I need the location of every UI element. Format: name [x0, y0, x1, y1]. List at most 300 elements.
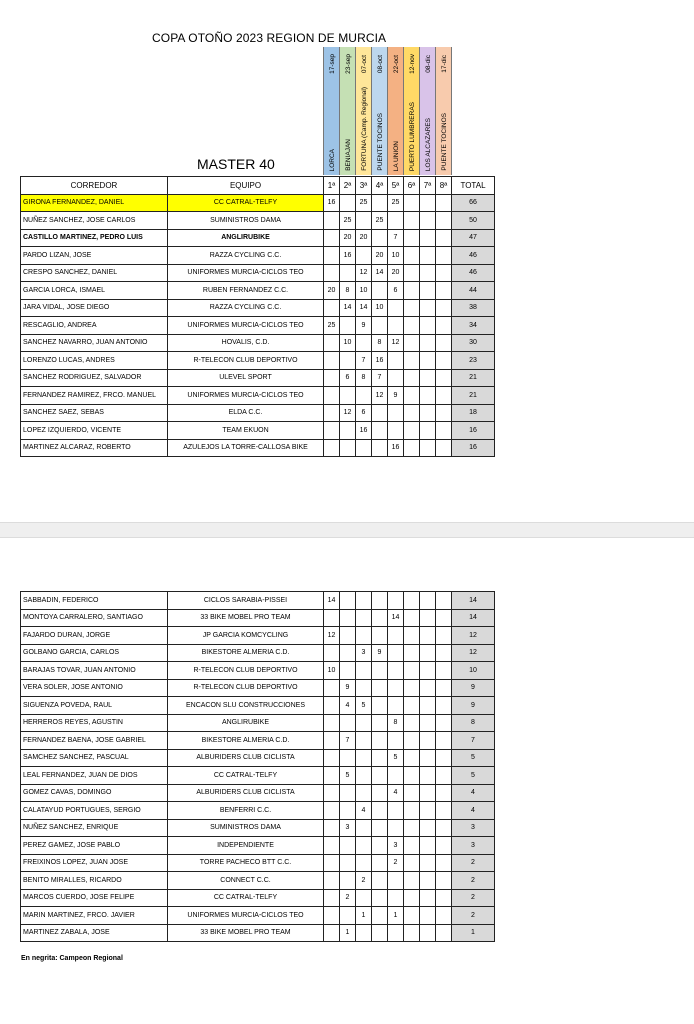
race-2-points — [340, 749, 356, 767]
rider-team: INDEPENDIENTE — [168, 837, 324, 855]
total-header: TOTAL — [452, 177, 495, 195]
race-7-points — [420, 854, 436, 872]
rider-team: SUMINISTROS DAMA — [168, 212, 324, 230]
race-5-points — [388, 662, 404, 680]
rider-team: BIKESTORE ALMERIA C.D. — [168, 644, 324, 662]
race-4-points — [372, 194, 388, 212]
race-5-points: 14 — [388, 609, 404, 627]
race-date-label: 17-dic — [440, 55, 448, 73]
race-4-points — [372, 767, 388, 785]
race-1-points — [324, 404, 340, 422]
race-7-points — [420, 924, 436, 942]
total-points: 2 — [452, 854, 495, 872]
rider-team: CC CATRAL-TELFY — [168, 194, 324, 212]
race-8-points — [436, 194, 452, 212]
race-7-points — [420, 749, 436, 767]
rider-row — [21, 387, 495, 405]
race-7-points — [420, 299, 436, 317]
race-7-points — [420, 334, 436, 352]
race-column-header-8 — [435, 47, 451, 175]
rider-row — [21, 784, 495, 802]
race-6-points — [404, 282, 420, 300]
race-venue-label: LA UNION — [392, 140, 400, 171]
total-points: 9 — [452, 697, 495, 715]
race-6-points — [404, 352, 420, 370]
race-3-points — [356, 732, 372, 750]
race-1-points: 25 — [324, 317, 340, 335]
rider-name: LORENZO LUCAS, ANDRES — [21, 352, 168, 370]
rider-team: UNIFORMES MURCIA-CICLOS TEO — [168, 387, 324, 405]
race-7-points — [420, 679, 436, 697]
race-1-points — [324, 907, 340, 925]
rider-team: BIKESTORE ALMERIA C.D. — [168, 732, 324, 750]
race-6-points — [404, 299, 420, 317]
total-points: 16 — [452, 439, 495, 457]
race-6-header: 6ª — [404, 177, 420, 195]
race-4-points — [372, 802, 388, 820]
race-8-points — [436, 627, 452, 645]
race-2-points: 12 — [340, 404, 356, 422]
race-venue — [356, 81, 372, 175]
race-4-points — [372, 422, 388, 440]
race-2-points — [340, 264, 356, 282]
rider-name: CRESPO SANCHEZ, DANIEL — [21, 264, 168, 282]
race-venue — [324, 81, 340, 175]
race-8-points — [436, 352, 452, 370]
race-1-points — [324, 439, 340, 457]
race-2-points — [340, 854, 356, 872]
race-2-points: 20 — [340, 229, 356, 247]
race-2-points: 5 — [340, 767, 356, 785]
rider-team: RUBEN FERNANDEZ C.C. — [168, 282, 324, 300]
race-1-points — [324, 872, 340, 890]
rider-name: FAJARDO DURAN, JORGE — [21, 627, 168, 645]
race-5-points: 3 — [388, 837, 404, 855]
race-3-points: 2 — [356, 872, 372, 890]
race-header-edge — [451, 47, 452, 175]
race-3-points — [356, 889, 372, 907]
total-points: 3 — [452, 819, 495, 837]
total-points: 21 — [452, 369, 495, 387]
team-header: EQUIPO — [168, 177, 324, 195]
rider-row — [21, 264, 495, 282]
race-2-points: 3 — [340, 819, 356, 837]
race-7-points — [420, 229, 436, 247]
race-4-points: 9 — [372, 644, 388, 662]
race-8-points — [436, 924, 452, 942]
race-2-points: 4 — [340, 697, 356, 715]
race-1-points — [324, 422, 340, 440]
race-4-points — [372, 854, 388, 872]
rider-row — [21, 317, 495, 335]
race-venue — [404, 81, 420, 175]
rider-row — [21, 352, 495, 370]
total-points: 38 — [452, 299, 495, 317]
race-6-points — [404, 212, 420, 230]
race-4-points: 25 — [372, 212, 388, 230]
total-points: 4 — [452, 784, 495, 802]
total-points: 7 — [452, 732, 495, 750]
race-date — [420, 47, 436, 81]
race-4-points — [372, 229, 388, 247]
race-4-points — [372, 749, 388, 767]
total-points: 46 — [452, 264, 495, 282]
race-8-points — [436, 697, 452, 715]
race-6-points — [404, 819, 420, 837]
race-5-points — [388, 767, 404, 785]
race-7-points — [420, 697, 436, 715]
race-7-points — [420, 644, 436, 662]
race-5-points: 2 — [388, 854, 404, 872]
rider-team: 33 BIKE MOBEL PRO TEAM — [168, 609, 324, 627]
race-3-points — [356, 334, 372, 352]
race-8-points — [436, 714, 452, 732]
race-6-points — [404, 662, 420, 680]
race-1-points — [324, 889, 340, 907]
race-venue-label: BENIAJAN — [344, 139, 352, 171]
total-points: 14 — [452, 592, 495, 610]
race-2-points: 2 — [340, 889, 356, 907]
race-8-points — [436, 732, 452, 750]
race-8-points — [436, 749, 452, 767]
race-column-header-1 — [323, 47, 339, 175]
race-3-points — [356, 749, 372, 767]
race-6-points — [404, 679, 420, 697]
race-5-points — [388, 697, 404, 715]
race-7-points — [420, 714, 436, 732]
race-5-points — [388, 889, 404, 907]
total-points: 66 — [452, 194, 495, 212]
race-6-points — [404, 247, 420, 265]
rider-name: BARAJAS TOVAR, JUAN ANTONIO — [21, 662, 168, 680]
race-1-points — [324, 837, 340, 855]
race-3-points — [356, 714, 372, 732]
rider-name: JARA VIDAL, JOSE DIEGO — [21, 299, 168, 317]
rider-name: NUÑEZ SANCHEZ, ENRIQUE — [21, 819, 168, 837]
race-column-header-2 — [339, 47, 355, 175]
race-7-points — [420, 439, 436, 457]
rider-team: UNIFORMES MURCIA-CICLOS TEO — [168, 264, 324, 282]
race-5-points: 1 — [388, 907, 404, 925]
total-points: 18 — [452, 404, 495, 422]
rider-name: PARDO LIZAN, JOSE — [21, 247, 168, 265]
race-4-points — [372, 907, 388, 925]
race-7-points — [420, 194, 436, 212]
race-4-points — [372, 872, 388, 890]
race-1-points: 16 — [324, 194, 340, 212]
rider-name: SANCHEZ RODRIGUEZ, SALVADOR — [21, 369, 168, 387]
rider-row — [21, 282, 495, 300]
race-venue — [420, 81, 436, 175]
race-2-points — [340, 194, 356, 212]
race-8-points — [436, 282, 452, 300]
race-1-points: 10 — [324, 662, 340, 680]
race-date — [340, 47, 356, 81]
race-8-points — [436, 767, 452, 785]
race-2-points: 10 — [340, 334, 356, 352]
race-column-header-4 — [371, 47, 387, 175]
total-points: 4 — [452, 802, 495, 820]
race-6-points — [404, 854, 420, 872]
race-venue — [388, 81, 404, 175]
race-4-points — [372, 609, 388, 627]
rider-row — [21, 837, 495, 855]
total-points: 2 — [452, 872, 495, 890]
race-3-header: 3ª — [356, 177, 372, 195]
race-5-points — [388, 369, 404, 387]
race-6-points — [404, 889, 420, 907]
total-points: 16 — [452, 422, 495, 440]
race-3-points: 4 — [356, 802, 372, 820]
race-5-points: 7 — [388, 229, 404, 247]
race-6-points — [404, 627, 420, 645]
rider-row — [21, 732, 495, 750]
race-4-points — [372, 889, 388, 907]
rider-team: CC CATRAL-TELFY — [168, 767, 324, 785]
race-1-points — [324, 264, 340, 282]
race-5-points — [388, 819, 404, 837]
race-8-points — [436, 439, 452, 457]
race-4-points — [372, 697, 388, 715]
race-5-points: 12 — [388, 334, 404, 352]
race-date-label: 08-oct — [376, 54, 384, 74]
rider-name: FERNANDEZ RAMIREZ, FRCO. MANUEL — [21, 387, 168, 405]
rider-team: R-TELECON CLUB DEPORTIVO — [168, 352, 324, 370]
rider-name: MARTINEZ ZABALA, JOSE — [21, 924, 168, 942]
race-5-points: 5 — [388, 749, 404, 767]
race-7-points — [420, 662, 436, 680]
rider-team: CONNECT C.C. — [168, 872, 324, 890]
race-8-points — [436, 387, 452, 405]
race-4-points — [372, 282, 388, 300]
race-2-points: 6 — [340, 369, 356, 387]
total-points: 47 — [452, 229, 495, 247]
race-4-points — [372, 714, 388, 732]
rider-name: SABBADIN, FEDERICO — [21, 592, 168, 610]
race-8-points — [436, 229, 452, 247]
race-2-points — [340, 837, 356, 855]
race-4-header: 4ª — [372, 177, 388, 195]
race-5-points — [388, 352, 404, 370]
race-column-header-7 — [419, 47, 435, 175]
rider-name: FERNANDEZ BAENA, JOSE GABRIEL — [21, 732, 168, 750]
race-2-points — [340, 784, 356, 802]
race-6-points — [404, 767, 420, 785]
rider-team: ELDA C.C. — [168, 404, 324, 422]
race-1-points — [324, 802, 340, 820]
race-7-header: 7ª — [420, 177, 436, 195]
race-8-points — [436, 889, 452, 907]
rider-row — [21, 194, 495, 212]
rider-name: MARCOS CUERDO, JOSE FELIPE — [21, 889, 168, 907]
race-6-points — [404, 732, 420, 750]
rider-row — [21, 802, 495, 820]
race-5-points — [388, 404, 404, 422]
race-7-points — [420, 317, 436, 335]
race-5-points — [388, 872, 404, 890]
race-5-points — [388, 299, 404, 317]
rider-row — [21, 422, 495, 440]
race-6-points — [404, 644, 420, 662]
race-2-points — [340, 627, 356, 645]
race-1-points: 20 — [324, 282, 340, 300]
total-points: 44 — [452, 282, 495, 300]
rider-name: GIRONA FERNANDEZ, DANIEL — [21, 194, 168, 212]
race-2-points — [340, 907, 356, 925]
race-4-points: 20 — [372, 247, 388, 265]
race-5-points — [388, 212, 404, 230]
race-1-points — [324, 714, 340, 732]
total-points: 34 — [452, 317, 495, 335]
race-2-points — [340, 387, 356, 405]
rider-team: ALBURIDERS CLUB CICLISTA — [168, 749, 324, 767]
race-1-points — [324, 697, 340, 715]
race-5-points — [388, 644, 404, 662]
race-3-points — [356, 662, 372, 680]
race-3-points: 7 — [356, 352, 372, 370]
rider-name: SAMCHEZ SANCHEZ, PASCUAL — [21, 749, 168, 767]
rider-name: MARTINEZ ALCARAZ, ROBERTO — [21, 439, 168, 457]
race-4-points — [372, 439, 388, 457]
race-3-points: 20 — [356, 229, 372, 247]
standings-table-page-1 — [20, 176, 495, 457]
race-8-points — [436, 247, 452, 265]
race-3-points — [356, 592, 372, 610]
total-points: 46 — [452, 247, 495, 265]
race-6-points — [404, 609, 420, 627]
race-8-points — [436, 662, 452, 680]
race-3-points: 9 — [356, 317, 372, 335]
race-7-points — [420, 907, 436, 925]
rider-row — [21, 229, 495, 247]
race-3-points: 5 — [356, 697, 372, 715]
race-venue-label: LOS ALCAZARES — [424, 117, 432, 171]
race-1-points — [324, 854, 340, 872]
rider-team: UNIFORMES MURCIA-CICLOS TEO — [168, 317, 324, 335]
race-6-points — [404, 387, 420, 405]
race-3-points: 10 — [356, 282, 372, 300]
rider-name: LOPEZ IZQUIERDO, VICENTE — [21, 422, 168, 440]
rider-row — [21, 404, 495, 422]
race-date — [372, 47, 388, 81]
race-2-points — [340, 872, 356, 890]
race-5-points — [388, 422, 404, 440]
rider-name: GOMEZ CAVAS, DOMINGO — [21, 784, 168, 802]
race-6-points — [404, 317, 420, 335]
race-2-points: 14 — [340, 299, 356, 317]
rider-row — [21, 749, 495, 767]
race-3-points: 6 — [356, 404, 372, 422]
race-2-points — [340, 644, 356, 662]
race-8-points — [436, 784, 452, 802]
race-7-points — [420, 802, 436, 820]
document-title: COPA OTOÑO 2023 REGION DE MURCIA — [152, 31, 387, 45]
rider-team: R-TELECON CLUB DEPORTIVO — [168, 679, 324, 697]
total-points: 12 — [452, 627, 495, 645]
race-8-points — [436, 317, 452, 335]
race-3-points: 16 — [356, 422, 372, 440]
rider-row — [21, 212, 495, 230]
race-5-points: 6 — [388, 282, 404, 300]
total-points: 30 — [452, 334, 495, 352]
total-points: 10 — [452, 662, 495, 680]
race-date-label: 17-sep — [328, 54, 336, 74]
race-3-points: 14 — [356, 299, 372, 317]
race-6-points — [404, 439, 420, 457]
race-3-points: 8 — [356, 369, 372, 387]
race-date — [388, 47, 404, 81]
race-7-points — [420, 352, 436, 370]
race-6-points — [404, 714, 420, 732]
race-7-points — [420, 837, 436, 855]
race-2-points — [340, 317, 356, 335]
rider-team: ANGLIRUBIKE — [168, 714, 324, 732]
race-date-label: 23-sep — [344, 54, 352, 74]
race-6-points — [404, 802, 420, 820]
rider-team: CC CATRAL-TELFY — [168, 889, 324, 907]
rider-row — [21, 697, 495, 715]
rider-name: GARCIA LORCA, ISMAEL — [21, 282, 168, 300]
race-4-points — [372, 819, 388, 837]
rider-team: ENCACON SLU CONSTRUCCIONES — [168, 697, 324, 715]
rider-team: TORRE PACHECO BTT C.C. — [168, 854, 324, 872]
race-date — [324, 47, 340, 81]
race-5-points: 20 — [388, 264, 404, 282]
race-venue — [340, 81, 356, 175]
rider-name: CALATAYUD PORTUGUES, SERGIO — [21, 802, 168, 820]
total-points: 14 — [452, 609, 495, 627]
rider-team: ULEVEL SPORT — [168, 369, 324, 387]
rider-name: FREIXINOS LOPEZ, JUAN JOSE — [21, 854, 168, 872]
race-4-points — [372, 679, 388, 697]
race-6-points — [404, 697, 420, 715]
rider-row — [21, 924, 495, 942]
race-1-header: 1ª — [324, 177, 340, 195]
race-venue-label: PUENTE TOCINOS — [376, 113, 384, 171]
race-6-points — [404, 194, 420, 212]
race-1-points — [324, 369, 340, 387]
rider-header: CORREDOR — [21, 177, 168, 195]
rider-name: LEAL FERNANDEZ, JUAN DE DIOS — [21, 767, 168, 785]
race-2-points — [340, 609, 356, 627]
category-title: MASTER 40 — [197, 156, 275, 172]
race-1-points: 12 — [324, 627, 340, 645]
race-5-points — [388, 679, 404, 697]
race-venue — [372, 81, 388, 175]
rider-row — [21, 299, 495, 317]
race-5-points: 4 — [388, 784, 404, 802]
race-4-points — [372, 627, 388, 645]
race-3-points — [356, 609, 372, 627]
race-date-label: 12-nov — [408, 54, 416, 74]
race-venue — [436, 81, 452, 175]
rider-team: SUMINISTROS DAMA — [168, 819, 324, 837]
rider-team: TEAM EKUON — [168, 422, 324, 440]
race-6-points — [404, 749, 420, 767]
rider-row — [21, 334, 495, 352]
race-8-header: 8ª — [436, 177, 452, 195]
rider-name: BENITO MIRALLES, RICARDO — [21, 872, 168, 890]
rider-name: HERREROS REYES, AGUSTIN — [21, 714, 168, 732]
race-2-points: 25 — [340, 212, 356, 230]
race-date — [356, 47, 372, 81]
race-3-points: 12 — [356, 264, 372, 282]
race-1-points — [324, 784, 340, 802]
race-6-points — [404, 784, 420, 802]
race-venue-label: PUERTO LUMBRERAS — [408, 101, 416, 171]
race-7-points — [420, 282, 436, 300]
rider-row — [21, 854, 495, 872]
